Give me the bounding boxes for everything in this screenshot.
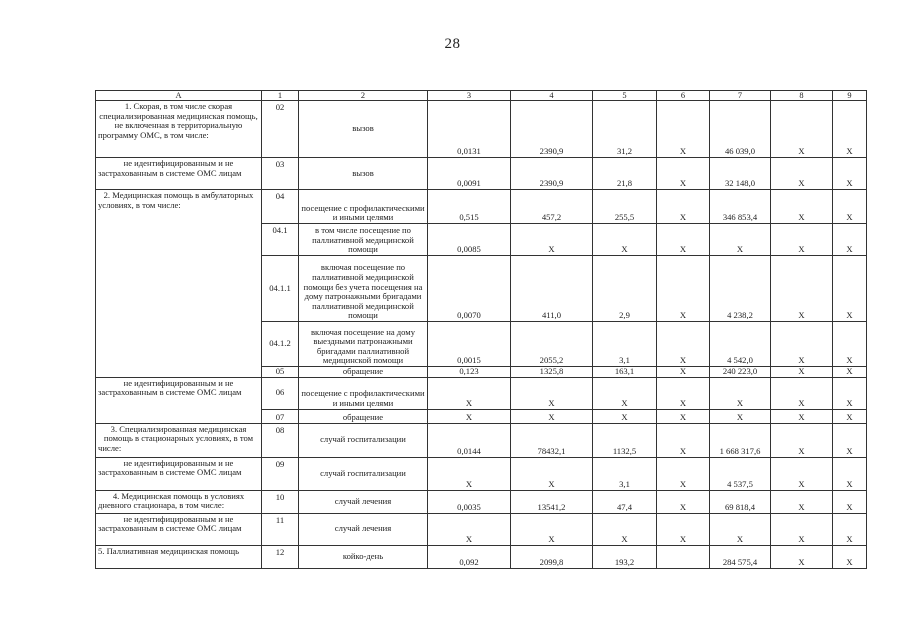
value-cell: Х	[511, 224, 593, 256]
header-cell: 7	[710, 91, 771, 101]
value-cell: Х	[657, 423, 710, 457]
header-cell: 4	[511, 91, 593, 101]
value-cell: Х	[428, 457, 511, 490]
value-cell: Х	[771, 190, 833, 224]
value-cell: Х	[833, 490, 867, 513]
value-cell: Х	[833, 545, 867, 568]
value-cell: 13541,2	[511, 490, 593, 513]
value-cell: Х	[833, 423, 867, 457]
row-unit-cell: вызов	[299, 101, 428, 158]
value-cell: 46 039,0	[710, 101, 771, 158]
value-cell: Х	[833, 409, 867, 423]
row-unit-cell: случай госпитализации	[299, 457, 428, 490]
value-cell: Х	[833, 367, 867, 378]
value-cell: 346 853,4	[710, 190, 771, 224]
value-cell: 3,1	[593, 322, 657, 367]
value-cell: Х	[771, 377, 833, 409]
table-row	[96, 101, 867, 158]
value-cell: Х	[833, 190, 867, 224]
row-name-cell: 4. Медицинская помощь в условиях дневного стационара, в том числе:	[96, 490, 262, 513]
row-name-cell: не идентифицированным и не застрахованным в системе ОМС лицам	[96, 457, 262, 490]
row-code-cell: 06	[262, 377, 299, 409]
header-cell: 8	[771, 91, 833, 101]
value-cell: Х	[710, 409, 771, 423]
data-table	[95, 90, 867, 569]
value-cell: 163,1	[593, 367, 657, 378]
row-code-cell: 03	[262, 158, 299, 190]
value-cell: Х	[710, 224, 771, 256]
value-cell: 4 542,0	[710, 322, 771, 367]
value-cell: 0,092	[428, 545, 511, 568]
value-cell: Х	[771, 513, 833, 545]
header-cell: А	[96, 91, 262, 101]
value-cell: 1325,8	[511, 367, 593, 378]
value-cell: 0,0131	[428, 101, 511, 158]
value-cell: 0,515	[428, 190, 511, 224]
row-code-cell: 04.1.2	[262, 322, 299, 367]
value-cell: 69 818,4	[710, 490, 771, 513]
row-unit-cell: посещение с профилактическими и иными целями	[299, 190, 428, 224]
value-cell: 0,0070	[428, 256, 511, 322]
value-cell: Х	[771, 367, 833, 378]
row-code-cell: 09	[262, 457, 299, 490]
table-row	[96, 490, 867, 513]
value-cell: Х	[710, 513, 771, 545]
value-cell: 2390,9	[511, 158, 593, 190]
header-cell: 6	[657, 91, 710, 101]
value-cell: Х	[833, 256, 867, 322]
value-cell: 4 238,2	[710, 256, 771, 322]
value-cell: Х	[657, 158, 710, 190]
value-cell: 0,0144	[428, 423, 511, 457]
row-name-cell: 5. Паллиативная медицинская помощь	[96, 545, 262, 568]
value-cell: 1 668 317,6	[710, 423, 771, 457]
value-cell	[657, 545, 710, 568]
row-code-cell: 12	[262, 545, 299, 568]
row-name-cell: не идентифицированным и не застрахованным в системе ОМС лицам	[96, 158, 262, 190]
value-cell: Х	[428, 377, 511, 409]
value-cell: Х	[771, 457, 833, 490]
value-cell: Х	[593, 513, 657, 545]
row-unit-cell: в том числе посещение по паллиативной медицинской помощи	[299, 224, 428, 256]
row-code-cell: 10	[262, 490, 299, 513]
header-cell: 9	[833, 91, 867, 101]
value-cell: Х	[511, 409, 593, 423]
value-cell: Х	[657, 457, 710, 490]
value-cell: Х	[428, 513, 511, 545]
value-cell: Х	[710, 377, 771, 409]
table-row	[96, 377, 867, 409]
value-cell: Х	[657, 409, 710, 423]
value-cell: 32 148,0	[710, 158, 771, 190]
row-code-cell: 02	[262, 101, 299, 158]
row-name-cell: 3. Специализированная медицинская помощь в стационарных условиях, в том числе:	[96, 423, 262, 457]
value-cell: 78432,1	[511, 423, 593, 457]
row-unit-cell: вызов	[299, 158, 428, 190]
value-cell: Х	[771, 490, 833, 513]
value-cell: 0,0015	[428, 322, 511, 367]
header-cell: 2	[299, 91, 428, 101]
value-cell: Х	[511, 377, 593, 409]
value-cell: 2099,8	[511, 545, 593, 568]
row-code-cell: 04.1	[262, 224, 299, 256]
table-row	[96, 423, 867, 457]
value-cell: 0,0035	[428, 490, 511, 513]
row-unit-cell: обращение	[299, 367, 428, 378]
table-row	[96, 457, 867, 490]
row-name-cell: 2. Медицинская помощь в амбулаторных условиях, в том числе:	[96, 190, 262, 378]
value-cell: 0,0085	[428, 224, 511, 256]
value-cell: Х	[833, 513, 867, 545]
value-cell: 0,0091	[428, 158, 511, 190]
value-cell: 2390,9	[511, 101, 593, 158]
row-name-cell: не идентифицированным и не застрахованным в системе ОМС лицам	[96, 513, 262, 545]
value-cell: 0,123	[428, 367, 511, 378]
value-cell: Х	[833, 457, 867, 490]
value-cell: Х	[657, 513, 710, 545]
value-cell: 4 537,5	[710, 457, 771, 490]
table-row	[96, 190, 867, 224]
value-cell: 3,1	[593, 457, 657, 490]
value-cell: 2,9	[593, 256, 657, 322]
value-cell: Х	[657, 190, 710, 224]
value-cell: Х	[833, 101, 867, 158]
value-cell: Х	[771, 322, 833, 367]
row-unit-cell: койко-день	[299, 545, 428, 568]
value-cell: Х	[833, 158, 867, 190]
value-cell: Х	[428, 409, 511, 423]
value-cell: 411,0	[511, 256, 593, 322]
value-cell: 193,2	[593, 545, 657, 568]
value-cell: Х	[657, 377, 710, 409]
row-name-cell: не идентифицированным и не застрахованным в системе ОМС лицам	[96, 377, 262, 423]
value-cell: 240 223,0	[710, 367, 771, 378]
value-cell: Х	[771, 423, 833, 457]
header-cell: 1	[262, 91, 299, 101]
value-cell: Х	[771, 545, 833, 568]
table-row	[96, 545, 867, 568]
row-code-cell: 08	[262, 423, 299, 457]
value-cell: 457,2	[511, 190, 593, 224]
table-row	[96, 513, 867, 545]
row-code-cell: 04	[262, 190, 299, 224]
value-cell: Х	[657, 224, 710, 256]
value-cell: 21,8	[593, 158, 657, 190]
row-name-cell: 1. Скорая, в том числе скорая специализированная медицинская помощь, не включенная в территориальную программу ОМС, в том числе:	[96, 101, 262, 158]
page-number: 28	[444, 36, 461, 52]
value-cell: 31,2	[593, 101, 657, 158]
row-unit-cell: случай госпитализации	[299, 423, 428, 457]
value-cell: Х	[833, 322, 867, 367]
table-row	[96, 158, 867, 190]
value-cell: Х	[833, 377, 867, 409]
header-row	[96, 91, 867, 101]
value-cell: Х	[593, 377, 657, 409]
row-code-cell: 04.1.1	[262, 256, 299, 322]
value-cell: Х	[771, 256, 833, 322]
value-cell: Х	[511, 457, 593, 490]
value-cell: Х	[657, 322, 710, 367]
row-unit-cell: случай лечения	[299, 513, 428, 545]
row-code-cell: 05	[262, 367, 299, 378]
row-unit-cell: случай лечения	[299, 490, 428, 513]
value-cell: Х	[657, 490, 710, 513]
header-cell: 5	[593, 91, 657, 101]
value-cell: Х	[771, 409, 833, 423]
value-cell: 47,4	[593, 490, 657, 513]
value-cell: Х	[511, 513, 593, 545]
value-cell: Х	[657, 367, 710, 378]
value-cell: Х	[593, 409, 657, 423]
value-cell: Х	[833, 224, 867, 256]
row-unit-cell: посещение с профилактическими и иными целями	[299, 377, 428, 409]
value-cell: Х	[657, 101, 710, 158]
value-cell: 255,5	[593, 190, 657, 224]
value-cell: 1132,5	[593, 423, 657, 457]
row-unit-cell: включая посещение на дому выездными патронажными бригадами паллиативной медицинской помощи	[299, 322, 428, 367]
row-unit-cell: обращение	[299, 409, 428, 423]
value-cell: Х	[771, 224, 833, 256]
row-unit-cell: включая посещение по паллиативной медицинской помощи без учета посещения на дому патронажными бригадами паллиативной медицинской помощи	[299, 256, 428, 322]
value-cell: Х	[771, 158, 833, 190]
value-cell: 284 575,4	[710, 545, 771, 568]
header-cell: 3	[428, 91, 511, 101]
value-cell: 2055,2	[511, 322, 593, 367]
value-cell: Х	[593, 224, 657, 256]
value-cell: Х	[657, 256, 710, 322]
value-cell: Х	[771, 101, 833, 158]
row-code-cell: 07	[262, 409, 299, 423]
row-code-cell: 11	[262, 513, 299, 545]
